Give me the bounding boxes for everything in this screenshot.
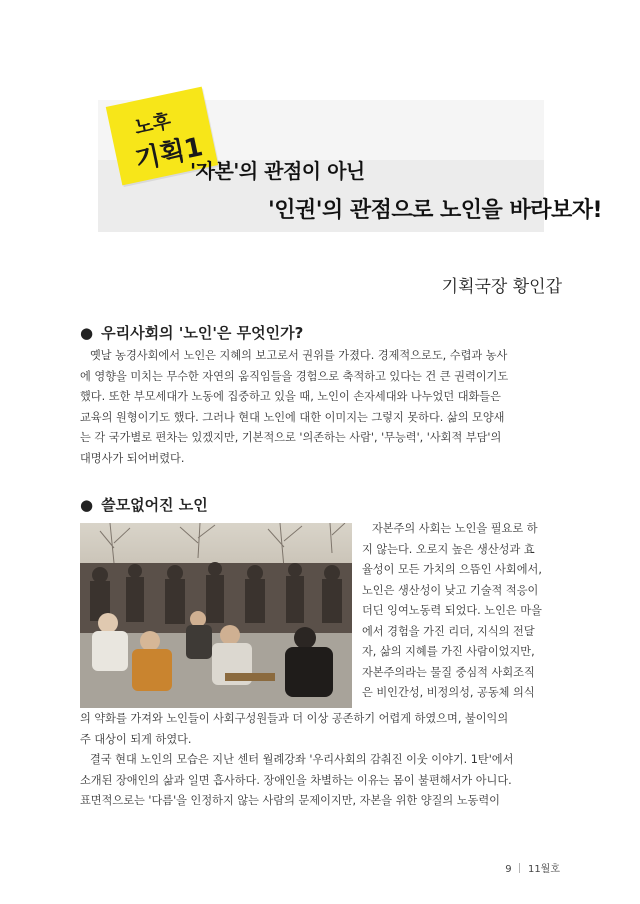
paragraph-line: 더딘 잉여노동력 되었다. 노인은 마을 — [362, 604, 542, 617]
photo-illustration — [80, 523, 352, 708]
paragraph-line: 표면적으로는 '다름'을 인정하지 않는 사람의 문제이지만, 자본을 위한 양질의 노동력이 — [80, 794, 500, 807]
section2-title-text: 쓸모없어진 노인 — [101, 496, 208, 514]
headline-line2: '인권'의 관점으로 노인을 바라보자! — [268, 198, 603, 223]
paragraph-line: 에서 경험을 가진 리더, 지식의 전달 — [362, 624, 535, 638]
section1-paragraph — [80, 346, 560, 469]
paragraph-line: 소개된 장애인의 삶과 일면 흡사하다. 장애인을 차별하는 이유는 몸이 불편해서가 아니다. — [80, 773, 512, 787]
paragraph-line: 주 대상이 되게 하였다. — [80, 732, 192, 746]
paragraph-line: 은 비인간성, 비정의성, 공동체 의식 — [362, 686, 535, 699]
section1-title-text: 우리사회의 '노인'은 무엇인가? — [101, 324, 304, 342]
paragraph-line: 에 영향을 미치는 무수한 자연의 움직임들을 경험으로 축적하고 있다는 건 큰 권력이기도 — [80, 369, 509, 383]
page-footer: 9 ｜ 11월호 — [505, 864, 560, 875]
paragraph-line: 자본주의라는 물질 중심적 사회조직 — [362, 665, 535, 679]
paragraph-line: 옛날 농경사회에서 노인은 지혜의 보고로서 권위를 가졌다. 경제적으로도, 수렵과 농사 — [90, 349, 508, 362]
elderly-park-photo — [80, 523, 352, 708]
paragraph-line: 교육의 원형이기도 했다. 그러나 현대 노인에 대한 이미지는 그렇지 못하다. 삶의 모양새 — [80, 410, 505, 424]
section2-full-paragraph — [80, 709, 560, 750]
paragraph-line: 는 각 국가별로 편차는 있겠지만, 기본적으로 '의존하는 사람', '무능력', '사회적 부담'의 — [80, 431, 502, 444]
tag-line2: 기획1 — [132, 132, 206, 176]
section1-title — [80, 322, 303, 343]
paragraph-line: 자본주의 사회는 노인을 필요로 하 — [372, 522, 538, 535]
section2-side-paragraph — [362, 519, 562, 704]
headline-line1: '자본'의 관점이 아닌 — [190, 159, 365, 183]
section2-title — [80, 494, 208, 515]
paragraph-line: 했다. 또한 부모세대가 노동에 집중하고 있을 때, 노인이 손자세대와 나누었던 대화들은 — [80, 390, 501, 403]
byline: 기획국장 황인갑 — [441, 277, 562, 297]
paragraph-line: 자, 삶의 지혜를 가진 사람이었지만, — [362, 645, 535, 658]
paragraph-line: 율성이 모든 가치의 으뜸인 사회에서, — [362, 563, 542, 576]
paragraph-line: 노인은 생산성이 낮고 기술적 적응이 — [362, 583, 539, 597]
section2-paragraph2 — [80, 750, 560, 812]
paragraph-line: 지 않는다. 오로지 높은 생산성과 효 — [362, 542, 535, 556]
paragraph-line: 결국 현대 노인의 모습은 지난 센터 월례강좌 '우리사회의 감춰진 이웃 이야기. 1탄'에서 — [90, 753, 514, 766]
paragraph-line: 대명사가 되어버렸다. — [80, 451, 185, 465]
bullet-icon: ● — [80, 496, 94, 514]
paragraph-line: 의 약화를 가져와 노인들이 사회구성원들과 더 이상 공존하기 어렵게 하였으며, 불이익의 — [80, 712, 509, 725]
bullet-icon: ● — [80, 324, 94, 342]
tag-line1: 노후 — [132, 110, 174, 140]
